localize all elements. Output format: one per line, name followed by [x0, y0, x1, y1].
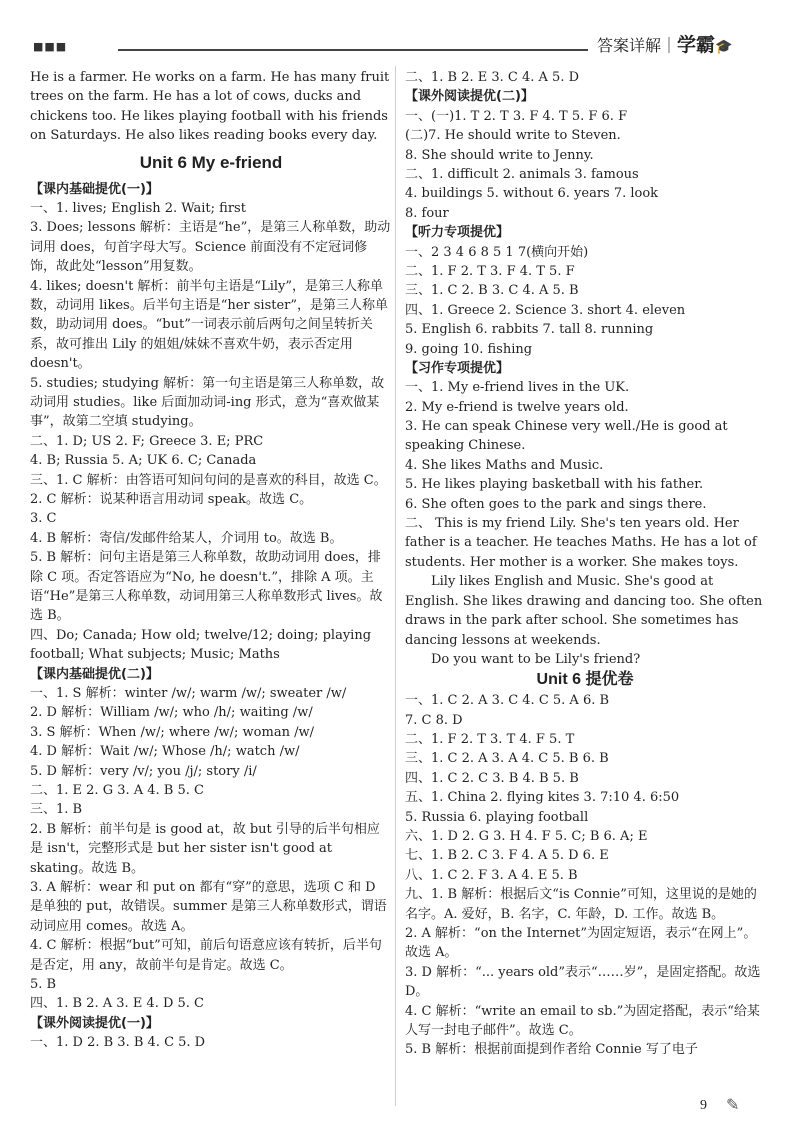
answer-line: 2. A 解析：“on the Internet”为固定短语，表示“在网上”。故选 A。 — [405, 926, 757, 961]
answer-line: 二、 This is my friend Lily. She's ten years old. Her father is a teacher. He teaches Maths. He has a lot of students. Her mother is a worker. She makes toys. — [405, 516, 757, 570]
answer-line: 4. buildings 5. without 6. years 7. look — [405, 186, 659, 202]
page-number: 9 — [700, 1098, 707, 1113]
answer-line: 4. B; Russia 5. A; UK 6. C; Canada — [30, 453, 257, 469]
answer-line: 三、1. B — [30, 802, 83, 818]
answer-line: 9. going 10. fishing — [405, 341, 533, 357]
answer-line: 一、1. lives; English 2. Wait; first — [30, 201, 246, 217]
answer-line: 5. B — [30, 977, 57, 993]
answer-line: 5. English 6. rabbits 7. tall 8. running — [405, 322, 654, 338]
answer-line: 2. My e-friend is twelve years old. — [405, 399, 629, 415]
answer-line: 4. B 解析：寄信/发邮件给某人，介词用 to。故选 B。 — [30, 530, 343, 546]
answer-line: 2. D 解析：William /w/; who /h/; waiting /w/ — [30, 705, 313, 721]
answer-line: 二、1. difficult 2. animals 3. famous — [405, 166, 639, 182]
answer-line: 3. S 解析：When /w/; where /w/; woman /w/ — [30, 724, 314, 740]
answer-line: Lily likes English and Music. She's good at English. She likes drawing and dancing too. She often draws in the park after school. She sometimes has dancing lessons at weekends. — [405, 574, 763, 648]
answer-line: 四、1. Greece 2. Science 3. short 4. eleven — [405, 302, 686, 318]
answer-line: 一、2 3 4 6 8 5 1 7(横向开始) — [405, 244, 589, 260]
page-header — [0, 0, 800, 60]
answer-line: 6. She often goes to the park and sings there. — [405, 496, 707, 512]
answer-line: 4. C 解析：根据“but”可知，前后句语意应该有转折，后半句是否定，用 any，故前半句是肯定。故选 C。 — [30, 938, 382, 973]
answer-line: 九、1. B 解析：根据后文“is Connie”可知，这里说的是她的名字。A. 爱好，B. 名字，C. 年龄，D. 工作。故选 B。 — [405, 887, 757, 922]
answer-line: 一、1. My e-friend lives in the UK. — [405, 380, 630, 396]
answer-line: 3. D 解析：“... years old”表示“……岁”，是固定搭配。故选 D。 — [405, 964, 761, 1000]
section-heading: 【课外阅读提优(二)】 — [405, 89, 534, 105]
left-column — [30, 68, 392, 1053]
answer-line: 二、1. F 2. T 3. F 4. T 5. F — [405, 263, 575, 279]
answer-line: 三、1. C 2. A 3. A 4. C 5. B 6. B — [405, 751, 609, 767]
answer-line: 5. He likes playing basketball with his father. — [405, 477, 704, 493]
answer-line: 5. B 解析：根据前面提到作者给 Connie 写了电子 — [405, 1042, 698, 1058]
answer-line: 3. Does; lessons 解析：主语是“he”，是第三人称单数，助动词用 does，句首字母大写。Science 前面没有不定冠词修饰，故此处“lesson”用复数。 — [30, 220, 391, 275]
answer-line: 一、1. S 解析：winter /w/; warm /w/; sweater /w/ — [30, 686, 347, 702]
answer-line: 8. She should write to Jenny. — [405, 147, 594, 163]
answer-line: 7. C 8. D — [405, 712, 463, 728]
answer-line: 5. studies; studying 解析：第一句主语是第三人称单数，故动词用 studies。like 后面加动词-ing 形式，意为“喜欢做某事”，故第二空填 studying。 — [30, 375, 385, 430]
answer-line: 4. likes; doesn't 解析：前半句主语是“Lily”，是第三人称单数，动词用 likes。后半句主语是“her sister”，是第三人称单数，助动词用 does。“but”一词表示前后两句之间呈转折关系，故可推出 Lily 的姐姐/妹妹不喜欢牛奶，表示否定用 doesn't。 — [30, 278, 389, 372]
header-rule — [118, 49, 588, 51]
answer-line: 四、1. B 2. A 3. E 4. D 5. C — [30, 996, 205, 1012]
answer-line: 一、1. C 2. A 3. C 4. C 5. A 6. B — [405, 693, 610, 709]
answer-line: 2. C 解析：说某种语言用动词 speak。故选 C。 — [30, 492, 313, 508]
unit-title: Unit 6 提优卷 — [536, 671, 634, 689]
answer-line: 4. She likes Maths and Music. — [405, 457, 604, 473]
answer-line: He is a farmer. He works on a farm. He has many fruit trees on the farm. He has a lot of cows, ducks and chickens too. He likes playing football with his friends on Saturdays. He also likes reading books every day. — [30, 70, 390, 144]
answer-line: 5. D 解析：very /v/; you /j/; story /i/ — [30, 763, 257, 779]
answer-line: 二、1. E 2. G 3. A 4. B 5. C — [30, 783, 204, 799]
section-heading: 【习作专项提优】 — [405, 360, 510, 376]
answer-line: 4. D 解析：Wait /w/; Whose /h/; watch /w/ — [30, 744, 300, 760]
answer-line: 五、1. China 2. flying kites 3. 7:10 4. 6:50 — [405, 790, 680, 806]
answer-line: 5. B 解析：问句主语是第三人称单数，故助动词用 does，排除 C 项。否定答语应为“No, he doesn't.”，排除 A 项。主语“He”是第三人称单数，动词用第三人称单数形式 lives。故选 B。 — [30, 550, 383, 624]
section-heading: 【课内基础提优(二)】 — [30, 666, 159, 682]
answer-line: 三、1. C 解析：由答语可知问句问的是喜欢的科目，故选 C。 — [30, 472, 387, 488]
answer-line: 一、1. D 2. B 3. B 4. C 5. D — [30, 1035, 206, 1051]
answer-line: 四、Do; Canada; How old; twelve/12; doing; playing football; What subjects; Music; Maths — [30, 627, 372, 663]
pencil-icon: ✎ — [726, 1095, 740, 1114]
answer-line: 8. four — [405, 205, 449, 221]
answer-line: 一、(一)1. T 2. T 3. F 4. T 5. F 6. F — [405, 108, 628, 124]
section-heading: 【课外阅读提优(一)】 — [30, 1015, 159, 1031]
section-heading: 【课内基础提优(一)】 — [30, 181, 159, 197]
answer-line: 3. A 解析：wear 和 put on 都有“穿”的意思，选项 C 和 D 是单独的 put，故错误。summer 是第三人称单数形式，谓语动词应用 comes。故选 A。 — [30, 880, 387, 934]
answer-line: 5. Russia 6. playing football — [405, 809, 589, 825]
right-column — [405, 68, 765, 1060]
answer-line: 3. He can speak Chinese very well./He is good at speaking Chinese. — [405, 419, 728, 454]
answer-line: 二、1. D; US 2. F; Greece 3. E; PRC — [30, 433, 264, 449]
unit-title: Unit 6 My e-friend — [139, 152, 283, 172]
answer-line: 四、1. C 2. C 3. B 4. B 5. B — [405, 770, 579, 786]
header-marks: ■■■ — [33, 40, 68, 53]
answer-line: 二、1. B 2. E 3. C 4. A 5. D — [405, 70, 580, 85]
header-brand: 学霸 — [677, 34, 716, 56]
answer-line: 六、1. D 2. G 3. H 4. F 5. C; B 6. A; E — [405, 829, 648, 845]
answer-line: 七、1. B 2. C 3. F 4. A 5. D 6. E — [405, 848, 609, 864]
answer-line: 八、1. C 2. F 3. A 4. E 5. B — [405, 867, 578, 883]
answer-line: 3. C — [30, 511, 57, 527]
answer-line: 三、1. C 2. B 3. C 4. A 5. B — [405, 283, 579, 299]
graduation-cap-icon: 🎓 — [715, 39, 733, 55]
answer-line: 4. C 解析：“write an email to sb.”为固定搭配，表示“给某人写一封电子邮件”。故选 C。 — [405, 1003, 760, 1039]
answer-line: 二、1. F 2. T 3. T 4. F 5. T — [405, 732, 575, 748]
answer-line: Do you want to be Lily's friend? — [431, 651, 641, 667]
answer-line: 2. B 解析：前半句是 is good at，故 but 引导的后半句相应是 isn't，完整形式是 but her sister isn't good at skating。故选 B。 — [30, 821, 380, 876]
column-divider — [395, 66, 396, 1106]
answer-line: (二)7. He should write to Steven. — [405, 128, 621, 144]
header-title — [597, 30, 732, 57]
section-heading: 【听力专项提优】 — [405, 225, 510, 241]
header-answer-text: 答案详解｜ — [597, 36, 678, 55]
